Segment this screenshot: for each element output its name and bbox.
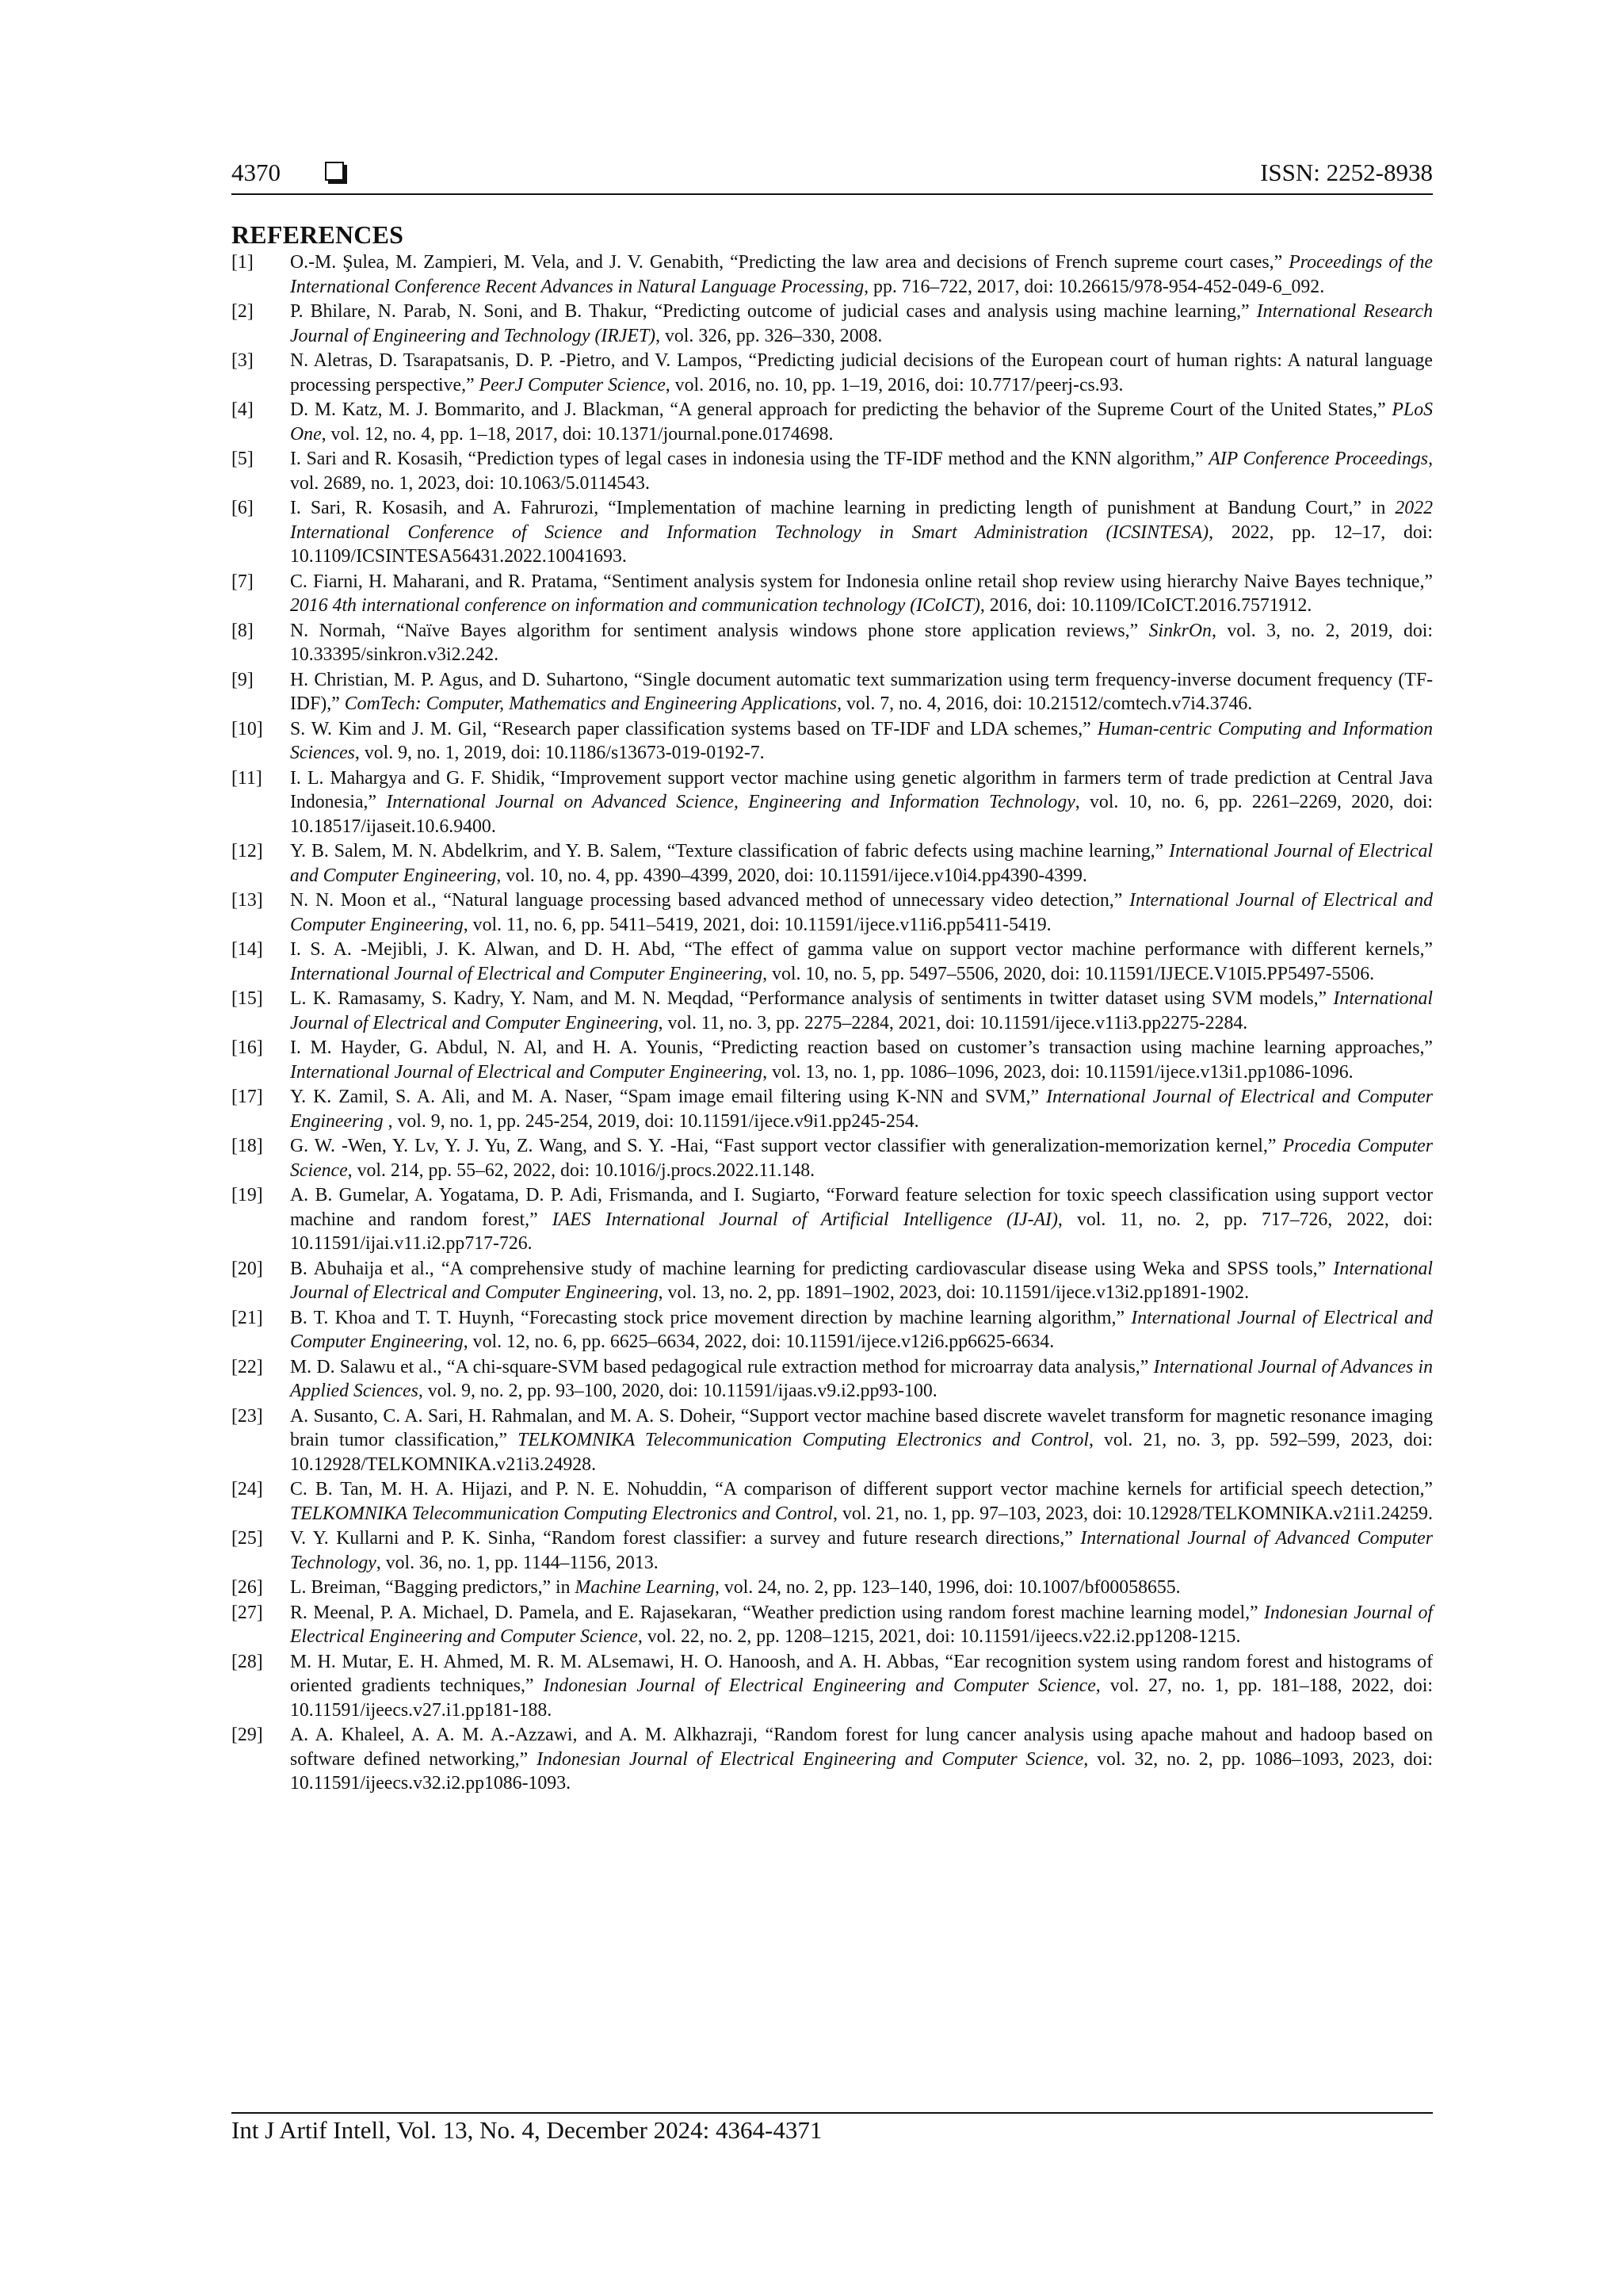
reference-text [290, 1085, 1433, 1133]
reference-journal: IAES International Journal of Artificial Intelligence (IJ-AI) [552, 1209, 1058, 1230]
reference-text [290, 1183, 1433, 1256]
reference-number: [24] [231, 1479, 263, 1499]
reference-journal: Machine Learning [575, 1577, 715, 1598]
reference-journal: 2016 4th international conference on information and communication technology (ICoICT) [290, 595, 980, 616]
reference-number: [18] [231, 1136, 263, 1156]
reference-text [290, 766, 1433, 839]
reference-authors-title: M. D. Salawu et al., “A chi-square-SVM based pedagogical rule extraction method for microarray data analysis,” [290, 1356, 1154, 1377]
reference-details: , vol. 10, no. 6, pp. 2261–2269, 2020, doi: 10.18517/ijaseit.10.6.9400. [290, 792, 1433, 837]
reference-details: , vol. 24, no. 2, pp. 123–140, 1996, doi: 10.1007/bf00058655. [714, 1577, 1181, 1598]
reference-item [231, 398, 1433, 446]
reference-journal: International Journal of Electrical and Computer Engineering [290, 841, 1433, 886]
reference-authors-title: Y. K. Zamil, S. A. Ali, and M. A. Naser, “Spam image email filtering using K-NN and SVM,” [290, 1087, 1047, 1107]
reference-item [231, 1650, 1433, 1723]
reference-text [290, 1306, 1433, 1354]
reference-item [231, 668, 1433, 716]
reference-text [290, 1723, 1433, 1796]
reference-journal: International Journal of Electrical and Computer Engineering [290, 1258, 1433, 1303]
reference-number: [14] [231, 939, 263, 960]
reference-journal: 2022 International Conference of Science and Information Technology in Smart Administration (ICSINTESA) [290, 498, 1433, 543]
reference-details: , vol. 11, no. 6, pp. 5411–5419, 2021, doi: 10.11591/ijece.v11i6.pp5411-5419. [463, 914, 1052, 935]
reference-number: [22] [231, 1356, 263, 1377]
reference-journal: Indonesian Journal of Electrical Engineering and Computer Science [290, 1602, 1433, 1647]
reference-details: , vol. 13, no. 2, pp. 1891–1902, 2023, doi: 10.11591/ijece.v13i2.pp1891-1902. [658, 1282, 1250, 1303]
reference-journal: TELKOMNIKA Telecommunication Computing Electronics and Control [290, 1503, 834, 1524]
reference-text [290, 1477, 1433, 1526]
reference-authors-title: I. Sari and R. Kosasih, “Prediction types of legal cases in indonesia using the TF-IDF method and the KNN algorithm,” [290, 449, 1209, 469]
reference-details: , vol. 7, no. 4, 2016, doi: 10.21512/comtech.v7i4.3746. [837, 693, 1253, 714]
reference-journal: International Journal of Electrical and Computer Engineering [290, 1061, 763, 1083]
reference-details: , vol. 21, no. 1, pp. 97–103, 2023, doi: 10.12928/TELKOMNIKA.v21i1.24259. [833, 1503, 1433, 1524]
reference-details: , vol. 214, pp. 55–62, 2022, doi: 10.1016/j.procs.2022.11.148. [347, 1159, 815, 1181]
reference-item [231, 1404, 1433, 1477]
reference-journal: International Research Journal of Engineering and Technology (IRJET) [290, 301, 1433, 346]
reference-number: [20] [231, 1258, 263, 1279]
reference-item [231, 570, 1433, 618]
reference-authors-title: A. B. Gumelar, A. Yogatama, D. P. Adi, Frismanda, and I. Sugiarto, “Forward feature selection for toxic speech classification using support vector machine and random forest,” [290, 1185, 1433, 1230]
reference-details: , vol. 9, no. 1, pp. 245-254, 2019, doi: 10.11591/ijece.v9i1.pp245-254. [383, 1110, 919, 1132]
reference-item [231, 447, 1433, 495]
reference-text [290, 1576, 1433, 1600]
reference-number: [28] [231, 1651, 263, 1672]
reference-journal: International Journal of Electrical and Computer Engineering [290, 1307, 1433, 1352]
reference-authors-title: H. Christian, M. P. Agus, and D. Suhartono, “Single document automatic text summarization using term frequency-inverse document frequency (TF-IDF),” [290, 669, 1433, 714]
reference-item [231, 619, 1433, 667]
reference-item [231, 1526, 1433, 1575]
reference-number: [6] [231, 498, 254, 518]
reference-item [231, 766, 1433, 839]
reference-item [231, 987, 1433, 1035]
reference-number: [12] [231, 841, 263, 861]
reference-number: [5] [231, 449, 254, 469]
reference-authors-title: M. H. Mutar, E. H. Ahmed, M. R. M. ALsemawi, H. O. Hanoosh, and A. H. Abbas, “Ear recognition system using random forest and histograms of oriented gradients techniques,” [290, 1651, 1433, 1696]
reference-details: , vol. 22, no. 2, pp. 1208–1215, 2021, doi: 10.11591/ijeecs.v22.i2.pp1208-1215. [637, 1626, 1241, 1647]
reference-item [231, 349, 1433, 397]
reference-number: [7] [231, 571, 254, 592]
reference-details: , vol. 12, no. 6, pp. 6625–6634, 2022, doi: 10.11591/ijece.v12i6.pp6625-6634. [463, 1331, 1055, 1352]
reference-journal: TELKOMNIKA Telecommunication Computing Electronics and Control [517, 1430, 1089, 1450]
reference-authors-title: I. S. A. -Mejibli, J. K. Alwan, and D. H. Abd, “The effect of gamma value on support vector machine performance with different kernels,” [290, 939, 1433, 960]
reference-authors-title: I. Sari, R. Kosasih, and A. Fahrurozi, “Implementation of machine learning in predicting length of punishment at Bandung Court,” in [290, 498, 1396, 518]
reference-number: [3] [231, 350, 254, 371]
reference-item [231, 717, 1433, 766]
reference-authors-title: S. W. Kim and J. M. Gil, “Research paper classification systems based on TF-IDF and LDA schemes,” [290, 718, 1098, 739]
footer-citation: Int J Artif Intell, Vol. 13, No. 4, December 2024: 4364-4371 [231, 2116, 823, 2144]
reference-text [290, 447, 1433, 495]
reference-number: [17] [231, 1087, 263, 1107]
reference-number: [9] [231, 669, 254, 690]
reference-number: [15] [231, 988, 263, 1009]
reference-journal: AIP Conference Proceedings [1209, 449, 1429, 469]
reference-text [290, 300, 1433, 348]
reference-text [290, 570, 1433, 618]
reference-number: [27] [231, 1602, 263, 1623]
reference-authors-title: V. Y. Kullarni and P. K. Sinha, “Random forest classifier: a survey and future research directions,” [290, 1528, 1081, 1549]
header-rule [231, 193, 1433, 195]
reference-text [290, 349, 1433, 397]
reference-number: [29] [231, 1725, 263, 1745]
reference-details: , vol. 2689, no. 1, 2023, doi: 10.1063/5.0114543. [290, 449, 1434, 494]
reference-journal: PLoS One [290, 399, 1433, 445]
reference-details: , vol. 32, no. 2, pp. 1086–1093, 2023, doi: 10.11591/ijeecs.v32.i2.pp1086-1093. [290, 1748, 1433, 1794]
reference-number: [16] [231, 1037, 263, 1058]
reference-number: [10] [231, 718, 263, 739]
reference-text [290, 938, 1433, 986]
page-header [231, 155, 1433, 195]
reference-number: [13] [231, 890, 263, 911]
reference-authors-title: I. M. Hayder, G. Abdul, N. Al, and H. A. Younis, “Predicting reaction based on customer’s transaction using machine learning approaches,” [290, 1037, 1433, 1058]
reference-number: [8] [231, 620, 254, 641]
reference-item [231, 938, 1433, 986]
reference-item [231, 1576, 1433, 1600]
reference-text [290, 1257, 1433, 1305]
page-number: 4370 [231, 159, 281, 186]
reference-details: , vol. 2016, no. 10, pp. 1–19, 2016, doi: 10.7717/peerj-cs.93. [665, 374, 1124, 395]
reference-details: , vol. 10, no. 5, pp. 5497–5506, 2020, doi: 10.11591/IJECE.V10I5.PP5497-5506. [762, 963, 1375, 984]
reference-text [290, 839, 1433, 888]
reference-item [231, 1601, 1433, 1649]
reference-journal: Proceedings of the International Conference Recent Advances in Natural Language Processing [290, 252, 1433, 297]
reference-authors-title: G. W. -Wen, Y. Lv, Y. J. Yu, Z. Wang, and S. Y. -Hai, “Fast support vector classifier with generalization-memorization kernel,” [290, 1136, 1283, 1156]
reference-authors-title: R. Meenal, P. A. Michael, D. Pamela, and E. Rajasekaran, “Weather prediction using random forest machine learning model,” [290, 1602, 1264, 1623]
reference-authors-title: B. T. Khoa and T. T. Huynh, “Forecasting stock price movement direction by machine learning algorithm,” [290, 1307, 1132, 1328]
reference-details: , vol. 3, no. 2, 2019, doi: 10.33395/sinkron.v3i2.242. [290, 620, 1433, 665]
reference-number: [25] [231, 1528, 263, 1549]
reference-authors-title: C. B. Tan, M. H. A. Hijazi, and P. N. E. Nohuddin, “A comparison of different support vector machine kernels for artificial speech detection,” [290, 1479, 1433, 1499]
reference-journal: Procedia Computer Science [290, 1136, 1434, 1181]
reference-authors-title: P. Bhilare, N. Parab, N. Soni, and B. Thakur, “Predicting outcome of judicial cases and analysis using machine learning,” [290, 301, 1257, 322]
reference-item [231, 1477, 1433, 1526]
reference-number: [11] [231, 767, 262, 789]
reference-details: , vol. 11, no. 2, pp. 717–726, 2022, doi: 10.11591/ijai.v11.i2.pp717-726. [290, 1209, 1434, 1254]
reference-text [290, 888, 1433, 937]
reference-authors-title: N. N. Moon et al., “Natural language processing based advanced method of unnecessary video detection,” [290, 890, 1130, 911]
reference-number: [23] [231, 1405, 263, 1427]
reference-journal: International Journal of Advances in Applied Sciences [290, 1356, 1433, 1401]
reference-item [231, 250, 1433, 299]
reference-details: , vol. 326, pp. 326–330, 2008. [655, 325, 883, 346]
reference-text [290, 987, 1433, 1035]
reference-number: [19] [231, 1185, 263, 1205]
footer-rule [231, 2112, 1433, 2114]
reference-number: [26] [231, 1577, 263, 1598]
reference-details: , vol. 9, no. 1, 2019, doi: 10.1186/s13673-019-0192-7. [354, 743, 765, 763]
reference-text [290, 496, 1433, 569]
reference-details: , pp. 716–722, 2017, doi: 10.26615/978-954-452-049-6_092. [864, 276, 1325, 297]
reference-authors-title: D. M. Katz, M. J. Bommarito, and J. Blackman, “A general approach for predicting the behavior of the Supreme Court of the United States,” [290, 399, 1392, 420]
square-box-icon [325, 162, 344, 181]
reference-text [290, 619, 1433, 667]
reference-text [290, 1601, 1433, 1649]
reference-text [290, 1404, 1433, 1477]
reference-authors-title: Y. B. Salem, M. N. Abdelkrim, and Y. B. Salem, “Texture classification of fabric defects using machine learning,” [290, 841, 1170, 861]
reference-journal: PeerJ Computer Science [479, 374, 666, 395]
reference-item [231, 888, 1433, 937]
reference-text [290, 250, 1433, 299]
reference-number: [4] [231, 399, 254, 420]
reference-authors-title: A. Susanto, C. A. Sari, H. Rahmalan, and M. A. S. Doheir, “Support vector machine based discrete wavelet transform for magnetic resonance imaging brain tumor classification,” [290, 1405, 1433, 1450]
reference-item [231, 1134, 1433, 1182]
reference-text [290, 1036, 1433, 1084]
reference-text [290, 1134, 1433, 1182]
reference-authors-title: B. Abuhaija et al., “A comprehensive study of machine learning for predicting cardiovascular disease using Weka and SPSS tools,” [290, 1258, 1334, 1279]
reference-details: , vol. 27, no. 1, pp. 181–188, 2022, doi: 10.11591/ijeecs.v27.i1.pp181-188. [290, 1675, 1434, 1721]
reference-text [290, 1526, 1433, 1575]
reference-item [231, 1085, 1433, 1133]
reference-journal: International Journal on Advanced Science, Engineering and Information Technology [386, 792, 1075, 812]
reference-item [231, 1723, 1433, 1796]
reference-text [290, 1650, 1433, 1723]
reference-text [290, 1355, 1433, 1404]
issn-label: ISSN: 2252-8938 [1260, 159, 1433, 186]
reference-authors-title: N. Normah, “Naïve Bayes algorithm for sentiment analysis windows phone store application reviews,” [290, 620, 1149, 641]
reference-text [290, 717, 1433, 766]
reference-details: , 2022, pp. 12–17, doi: 10.1109/ICSINTESA56431.2022.10041693. [290, 521, 1434, 567]
section-title: REFERENCES [231, 220, 404, 249]
reference-journal: Human-centric Computing and Information Sciences [290, 718, 1433, 763]
reference-number: [1] [231, 252, 254, 273]
reference-text [290, 398, 1433, 446]
reference-authors-title: C. Fiarni, H. Maharani, and R. Pratama, “Sentiment analysis system for Indonesia online retail shop review using hierarchy Naive Bayes technique,” [290, 571, 1433, 592]
reference-journal: Indonesian Journal of Electrical Engineering and Computer Science [537, 1748, 1084, 1770]
reference-journal: Indonesian Journal of Electrical Engineering and Computer Science [543, 1675, 1096, 1696]
reference-list [231, 250, 1433, 1797]
reference-journal: International Journal of Electrical and Computer Engineering [290, 890, 1433, 935]
reference-number: [21] [231, 1307, 263, 1328]
reference-text [290, 668, 1433, 716]
reference-authors-title: L. K. Ramasamy, S. Kadry, Y. Nam, and M. N. Meqdad, “Performance analysis of sentiments in twitter dataset using SVM models,” [290, 988, 1334, 1009]
reference-item [231, 1355, 1433, 1404]
reference-journal: International Journal of Advanced Computer Technology [290, 1528, 1433, 1573]
reference-details: , vol. 11, no. 3, pp. 2275–2284, 2021, doi: 10.11591/ijece.v11i3.pp2275-2284. [658, 1012, 1248, 1033]
reference-details: , vol. 13, no. 1, pp. 1086–1096, 2023, doi: 10.11591/ijece.v13i1.pp1086-1096. [762, 1061, 1354, 1083]
reference-item [231, 300, 1433, 348]
reference-journal: International Journal of Electrical and Computer Engineering [290, 1087, 1433, 1132]
reference-journal: SinkrOn [1148, 620, 1212, 641]
reference-item [231, 1306, 1433, 1354]
reference-number: [2] [231, 301, 254, 322]
reference-authors-title: N. Aletras, D. Tsarapatsanis, D. P. -Pietro, and V. Lampos, “Predicting judicial decisions of the European court of human rights: A natural language processing perspective,” [290, 350, 1433, 395]
reference-journal: ComTech: Computer, Mathematics and Engineering Applications [344, 693, 838, 714]
reference-item [231, 1183, 1433, 1256]
reference-details: , vol. 9, no. 2, pp. 93–100, 2020, doi: 10.11591/ijaas.v9.i2.pp93-100. [418, 1381, 938, 1401]
reference-journal: International Journal of Electrical and Computer Engineering [290, 988, 1433, 1033]
reference-details: , vol. 12, no. 4, pp. 1–18, 2017, doi: 10.1371/journal.pone.0174698. [321, 423, 834, 445]
reference-details: , 2016, doi: 10.1109/ICoICT.2016.7571912. [980, 595, 1312, 616]
reference-authors-title: I. L. Mahargya and G. F. Shidik, “Improvement support vector machine using genetic algorithm in farmers term of trade prediction at Central Java Indonesia,” [290, 767, 1433, 812]
reference-details: , vol. 36, no. 1, pp. 1144–1156, 2013. [376, 1552, 659, 1573]
reference-item [231, 1257, 1433, 1305]
reference-authors-title: A. A. Khaleel, A. A. M. A.-Azzawi, and A. M. Alkhazraji, “Random forest for lung cancer analysis using apache mahout and hadoop based on software defined networking,” [290, 1725, 1433, 1770]
reference-authors-title: O.-M. Şulea, M. Zampieri, M. Vela, and J. V. Genabith, “Predicting the law area and decisions of French supreme court cases,” [290, 252, 1289, 273]
reference-item [231, 1036, 1433, 1084]
reference-authors-title: L. Breiman, “Bagging predictors,” in [290, 1577, 575, 1598]
reference-journal: International Journal of Electrical and Computer Engineering [290, 963, 763, 984]
reference-item [231, 496, 1433, 569]
reference-item [231, 839, 1433, 888]
reference-details: , vol. 10, no. 4, pp. 4390–4399, 2020, doi: 10.11591/ijece.v10i4.pp4390-4399. [496, 865, 1087, 886]
reference-details: , vol. 21, no. 3, pp. 592–599, 2023, doi: 10.12928/TELKOMNIKA.v21i3.24928. [290, 1430, 1433, 1475]
